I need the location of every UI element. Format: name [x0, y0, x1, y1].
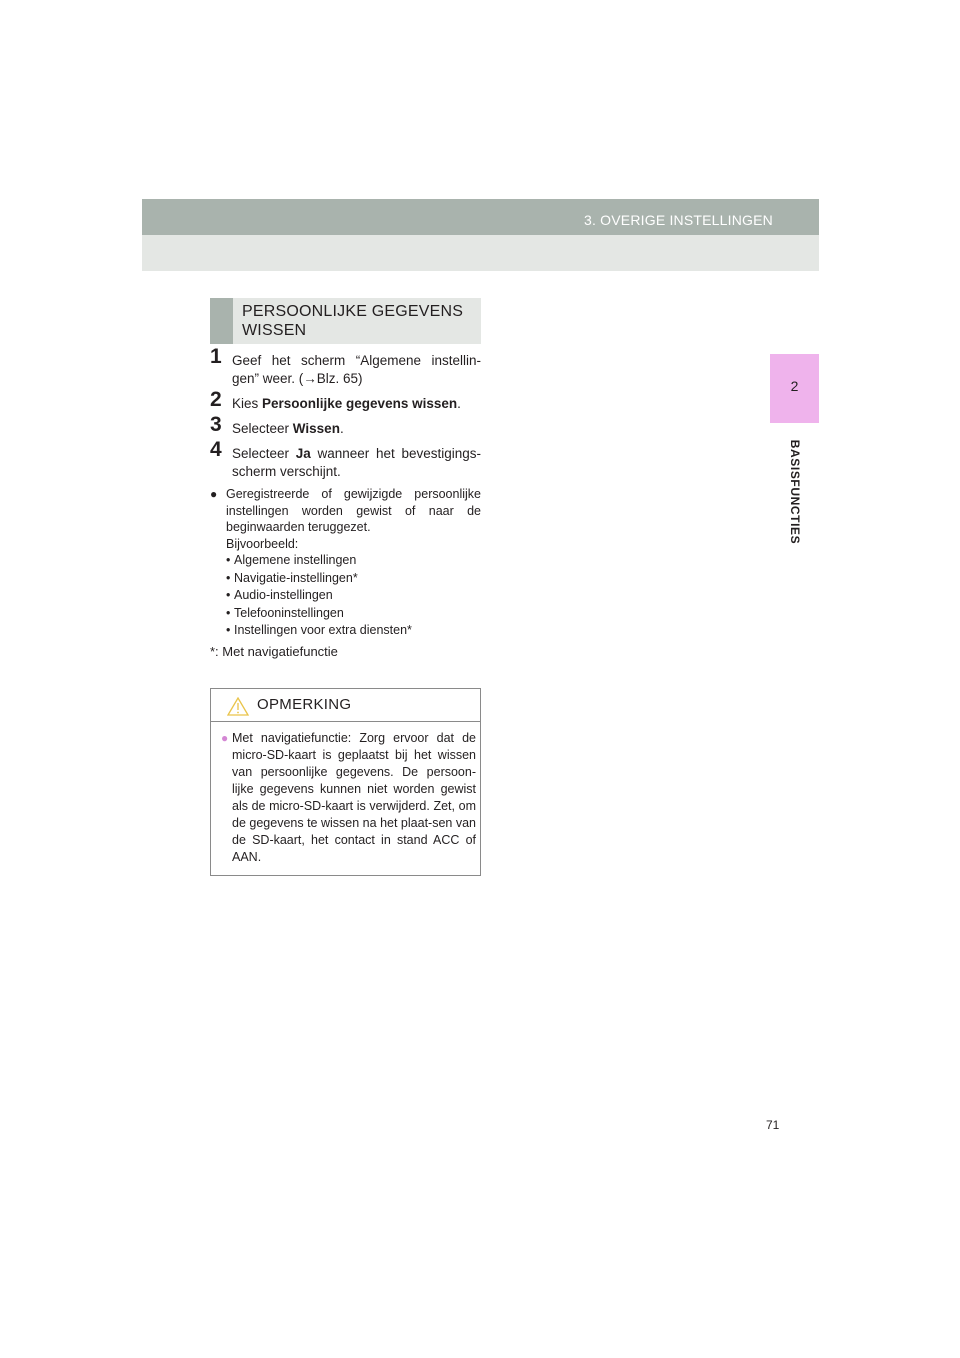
step-number: 1 — [210, 345, 222, 368]
list-bullet-icon: • — [226, 588, 231, 602]
note-text: Met navigatiefunctie: Zorg ervoor dat de micro-SD-kaart is geplaatst bij het wissen van persoonlijke gegevens. De persoon-lijke gegevens kunnen niet worden gewist als de micro-SD-kaart is verwijderd. Zet, om de gegevens te wissen na het plaat-sen van de SD-kaart, het contact in stand ACC of AAN. — [232, 731, 476, 864]
section-heading — [210, 298, 481, 344]
step-number: 3 — [210, 413, 222, 436]
list-item: • Algemene instellingen — [226, 552, 481, 570]
step-text-post: wanneer het bevestigings-scherm verschijnt. — [232, 446, 481, 479]
chapter-number: 2 — [790, 378, 799, 394]
example-label: Bijvoorbeeld: — [226, 536, 299, 551]
note-label: OPMERKING — [257, 696, 352, 713]
list-item: • Navigatie-instellingen* — [226, 570, 481, 588]
main-content — [210, 345, 481, 661]
list-bullet-icon: • — [226, 623, 231, 637]
step-1 — [210, 345, 481, 388]
example-list — [226, 552, 481, 640]
chapter-tab — [770, 354, 819, 423]
note-header — [211, 689, 480, 722]
running-header-title: 3. OVERIGE INSTELLINGEN — [584, 212, 773, 228]
section-heading-bar — [210, 298, 233, 344]
list-item: • Instellingen voor extra diensten* — [226, 622, 481, 640]
header-bar — [142, 199, 819, 235]
note-box — [210, 688, 481, 876]
step-text: Geef het scherm “Algemene instellin-gen” weer. (→Blz. 65) — [232, 353, 481, 386]
step-4 — [210, 438, 481, 481]
list-bullet-icon: • — [226, 605, 231, 620]
list-bullet-icon: • — [226, 570, 231, 585]
list-item: • Audio-instellingen — [226, 587, 481, 605]
step-text-pre: Selecteer — [232, 446, 296, 461]
warning-triangle-icon — [227, 697, 249, 716]
step-text-post: . — [457, 396, 461, 411]
chapter-label — [781, 432, 809, 552]
step-number: 2 — [210, 388, 222, 411]
page-number: 71 — [766, 1118, 780, 1132]
step-text-post: . — [339, 421, 344, 436]
chapter-label-text: BASISFUNCTIES — [788, 439, 802, 545]
info-bullet — [210, 486, 481, 640]
step-3 — [210, 413, 481, 438]
step-2 — [210, 388, 481, 413]
header-band — [142, 235, 819, 271]
step-text-pre: Kies — [232, 396, 263, 411]
note-bullet-icon: ● — [221, 731, 229, 745]
step-text-bold: Wissen — [292, 421, 340, 436]
step-text-bold: Persoonlijke gegevens wissen — [262, 396, 458, 411]
list-item: • Telefooninstellingen — [226, 605, 481, 623]
step-number: 4 — [210, 438, 222, 461]
step-text-pre: Selecteer — [232, 421, 293, 436]
bullet-dot-icon: ● — [210, 487, 218, 501]
list-bullet-icon: • — [226, 553, 231, 567]
bullet-text: Geregistreerde of gewijzigde persoonlijke instellingen worden gewist of naar de beginwaarden teruggezet. — [226, 487, 481, 534]
step-text-bold: Ja — [295, 446, 311, 461]
note-body — [221, 730, 476, 866]
section-title: PERSOONLIJKE GEGEVENS WISSEN — [242, 303, 464, 339]
footnote: *: Met navigatiefunctie — [210, 643, 338, 659]
